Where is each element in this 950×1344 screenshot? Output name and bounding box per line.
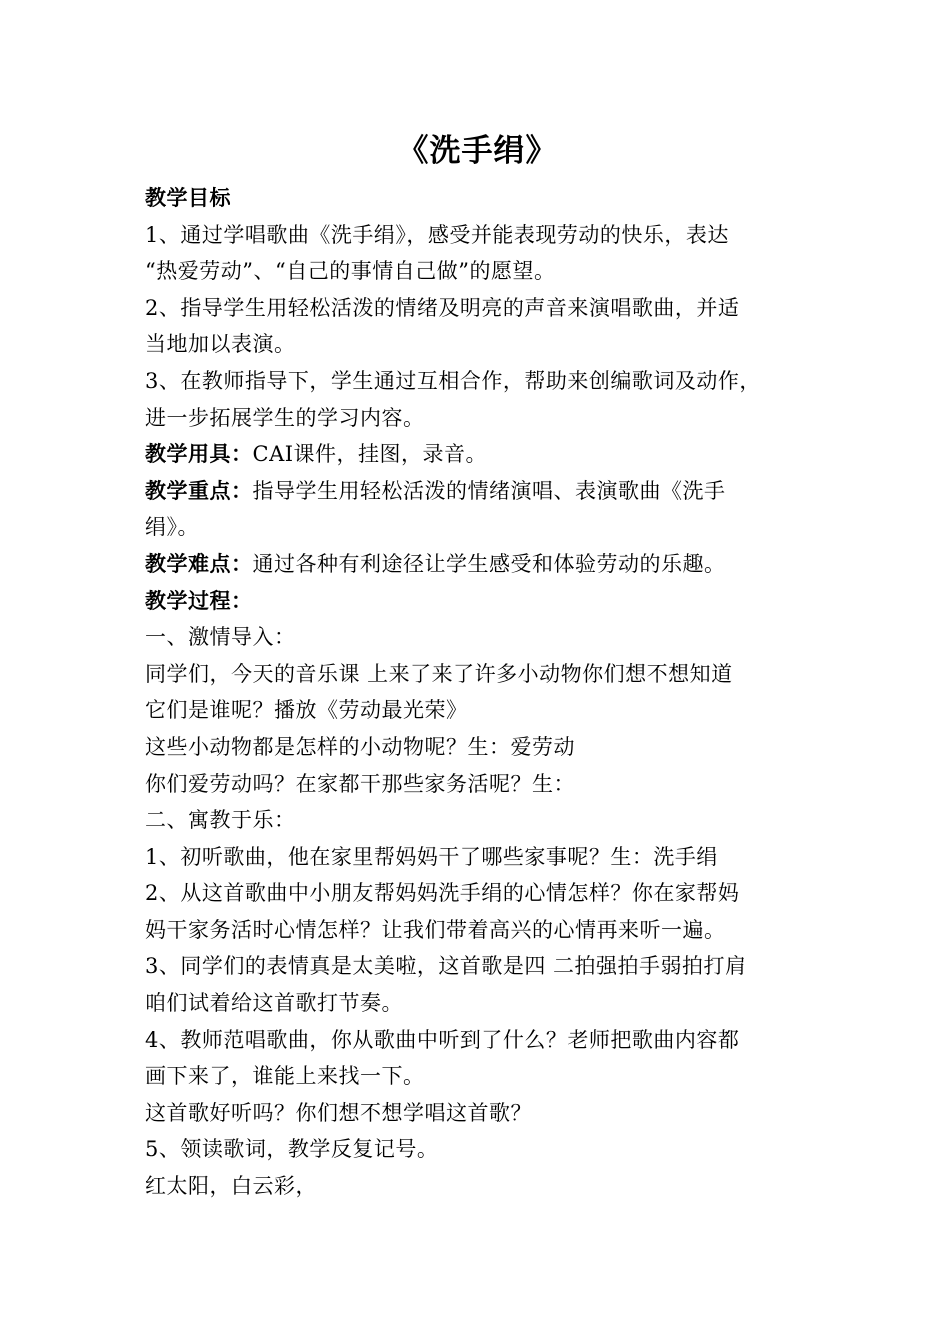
key-points-text-line-2: 绢》。 xyxy=(145,515,199,540)
key-points-label: 教学重点： xyxy=(145,478,253,503)
objective-3-line-1: 3、在教师指导下，学生通过互相合作，帮助来创编歌词及动作， xyxy=(145,368,761,393)
part-1-line-2: 它们是谁呢？播放《劳动最光荣》 xyxy=(145,698,468,723)
step-5: 5、领读歌词，教学反复记号。 xyxy=(145,1137,439,1162)
objective-2-line-1: 2、指导学生用轻松活泼的情绪及明亮的声音来演唱歌曲，并适 xyxy=(145,295,740,320)
step-2-line-1: 2、从这首歌曲中小朋友帮妈妈洗手绢的心情怎样？你在家帮妈 xyxy=(145,881,740,906)
objective-3-line-2: 进一步拓展学生的学习内容。 xyxy=(145,405,425,430)
step-1: 1、初听歌曲，他在家里帮妈妈干了哪些家事呢？生：洗手绢 xyxy=(145,844,718,869)
objective-2-line-2: 当地加以表演。 xyxy=(145,332,296,357)
step-4-line-3: 这首歌好听吗？你们想不想学唱这首歌？ xyxy=(145,1100,532,1125)
tools-label: 教学用具： xyxy=(145,442,253,467)
part-1-line-3: 这些小动物都是怎样的小动物呢？生：爱劳动 xyxy=(145,734,575,759)
part-1-heading: 一、激情导入： xyxy=(145,625,296,650)
step-2-line-2: 妈干家务活时心情怎样？让我们带着高兴的心情再来听一遍。 xyxy=(145,917,726,942)
part-1-line-4: 你们爱劳动吗？在家都干那些家务活呢？生： xyxy=(145,771,575,796)
step-3-line-1: 3、同学们的表情真是太美啦，这首歌是四 二拍强拍手弱拍打肩 xyxy=(145,954,747,979)
lyrics-line-1: 红太阳，白云彩， xyxy=(145,1174,317,1199)
key-points-paragraph xyxy=(145,473,810,510)
step-4-line-2: 画下来了，谁能上来找一下。 xyxy=(145,1064,425,1089)
step-4-line-1: 4、教师范唱歌曲，你从歌曲中听到了什么？老师把歌曲内容都 xyxy=(145,1027,740,1052)
objective-1-line-1: 1、通过学唱歌曲《洗手绢》，感受并能表现劳动的快乐，表达 xyxy=(145,222,729,247)
part-2-heading: 二、寓教于乐： xyxy=(145,808,296,833)
step-3-line-2: 咱们试着给这首歌打节奏。 xyxy=(145,991,403,1016)
difficulty-text: 通过各种有利途径让学生感受和体验劳动的乐趣。 xyxy=(252,551,726,576)
difficulty-paragraph xyxy=(145,546,810,583)
tools-text: CAI课件，挂图，录音。 xyxy=(252,442,488,467)
document-title: 《洗手绢》 xyxy=(397,133,558,169)
objectives-heading: 教学目标 xyxy=(145,186,231,210)
tools-paragraph xyxy=(145,436,810,473)
process-heading: 教学过程： xyxy=(145,588,253,613)
difficulty-label: 教学难点： xyxy=(145,551,253,576)
part-1-line-1: 同学们，今天的音乐课 上来了来了许多小动物你们想不想知道 xyxy=(145,661,733,686)
key-points-text: 指导学生用轻松活泼的情绪演唱、表演歌曲《洗手 xyxy=(252,478,726,503)
objective-1-line-2: “热爱劳动”、“自己的事情自己做”的愿望。 xyxy=(145,259,556,284)
document-page xyxy=(145,128,810,1205)
